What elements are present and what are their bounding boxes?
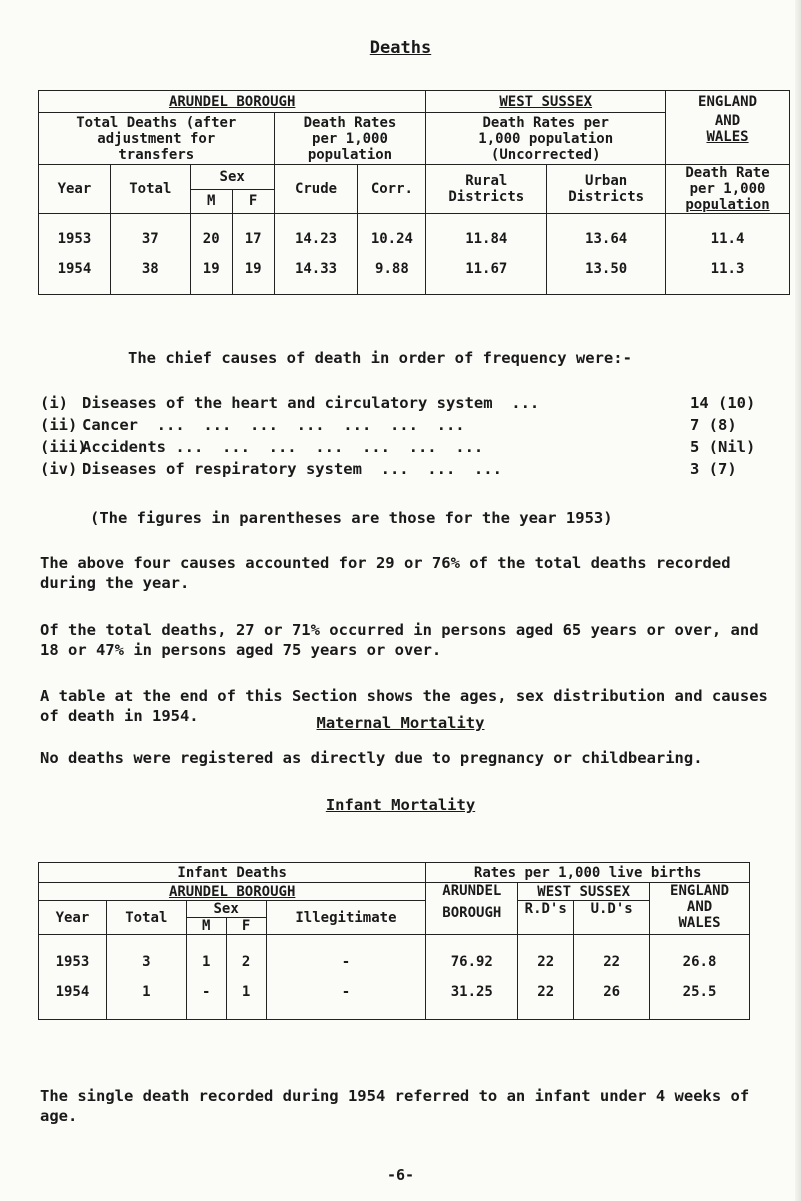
list-item: (i) Diseases of the heart and circulatory system ... 14 (10) (40, 394, 756, 412)
col-f: F (232, 189, 274, 214)
para-table-end: A table at the end of this Section shows the ages, sex distribution and causes of death in 1954. (40, 687, 768, 725)
total-deaths-header: Total Deaths (after adjustment for transfers (39, 113, 275, 165)
col-rural-districts: Rural Districts (426, 165, 547, 214)
list-item: (iv) Diseases of respiratory system ... ... ... 3 (7) (40, 460, 737, 478)
parentheses-note: (The figures in parentheses are those for the year 1953) (90, 509, 613, 527)
col-corr: Corr. (358, 165, 426, 214)
table-row: 1954 38 19 19 14.33 9.88 11.67 13.50 11.3 (39, 254, 790, 295)
death-rates-header: Death Rates per 1,000 population (274, 113, 426, 165)
para-ages: Of the total deaths, 27 or 71% occurred in persons aged 65 years or over, and 18 or 47% in persons aged 75 years or over. (40, 621, 759, 659)
col-sex: Sex (186, 901, 266, 918)
col-year: Year (39, 165, 111, 214)
arundel-borough-col: ARUNDEL BOROUGH (426, 883, 518, 935)
arundel-borough-header: ARUNDEL BOROUGH (39, 883, 426, 901)
maternal-text: No deaths were registered as directly due to pregnancy or childbearing. (40, 749, 703, 767)
col-total: Total (110, 165, 190, 214)
rates-header: Rates per 1,000 live births (426, 863, 750, 883)
col-f: F (226, 918, 266, 935)
col-m: M (190, 189, 232, 214)
col-rds: R.D's (518, 901, 574, 935)
ws-death-rates-header: Death Rates per 1,000 population (Uncorrected) (426, 113, 666, 165)
england-wales-col: ENGLAND AND WALES (650, 883, 750, 935)
header-arundel-borough: ARUNDEL BOROUGH (39, 91, 426, 113)
col-urban-districts: Urban Districts (547, 165, 666, 214)
west-sussex-header: WEST SUSSEX (518, 883, 650, 901)
table-row: 1953 3 1 2 - 76.92 22 22 26.8 (39, 935, 750, 978)
table-row: 1953 37 20 17 14.23 10.24 11.84 13.64 11.4 (39, 214, 790, 255)
england-and-wales-header: AND WALES (666, 113, 790, 165)
col-sex: Sex (190, 165, 274, 190)
maternal-mortality-heading: Maternal Mortality (316, 714, 485, 732)
causes-intro: The chief causes of death in order of frequency were:- (128, 349, 632, 367)
infant-table (38, 862, 750, 1020)
col-uds: U.D's (574, 901, 650, 935)
header-west-sussex: WEST SUSSEX (426, 91, 666, 113)
infant-deaths-header: Infant Deaths (39, 863, 426, 883)
table-row: 1954 1 - 1 - 31.25 22 26 25.5 (39, 977, 750, 1020)
causes-list (40, 392, 780, 480)
header-england: ENGLAND (666, 91, 790, 113)
single-death-text: The single death recorded during 1954 referred to an infant under 4 weeks of age. (40, 1087, 750, 1125)
page-edge-shadow (795, 0, 801, 1201)
col-crude: Crude (274, 165, 358, 214)
col-year: Year (39, 901, 107, 935)
col-ew-death-rate: Death Rate per 1,000 population (666, 165, 790, 214)
page-title: Deaths (369, 38, 432, 58)
para-four-causes: The above four causes accounted for 29 or 76% of the total deaths recorded during the year. (40, 554, 731, 592)
page-number: -6- (386, 1166, 415, 1184)
deaths-table (38, 90, 790, 295)
col-illegitimate: Illegitimate (266, 901, 426, 935)
col-total: Total (106, 901, 186, 935)
col-m: M (186, 918, 226, 935)
list-item: (ii) Cancer ... ... ... ... ... ... ... 7 (8) (40, 416, 737, 434)
list-item: (iii) Accidents ... ... ... ... ... ... ... 5 (Nil) (40, 438, 756, 456)
infant-mortality-heading: Infant Mortality (325, 796, 476, 814)
